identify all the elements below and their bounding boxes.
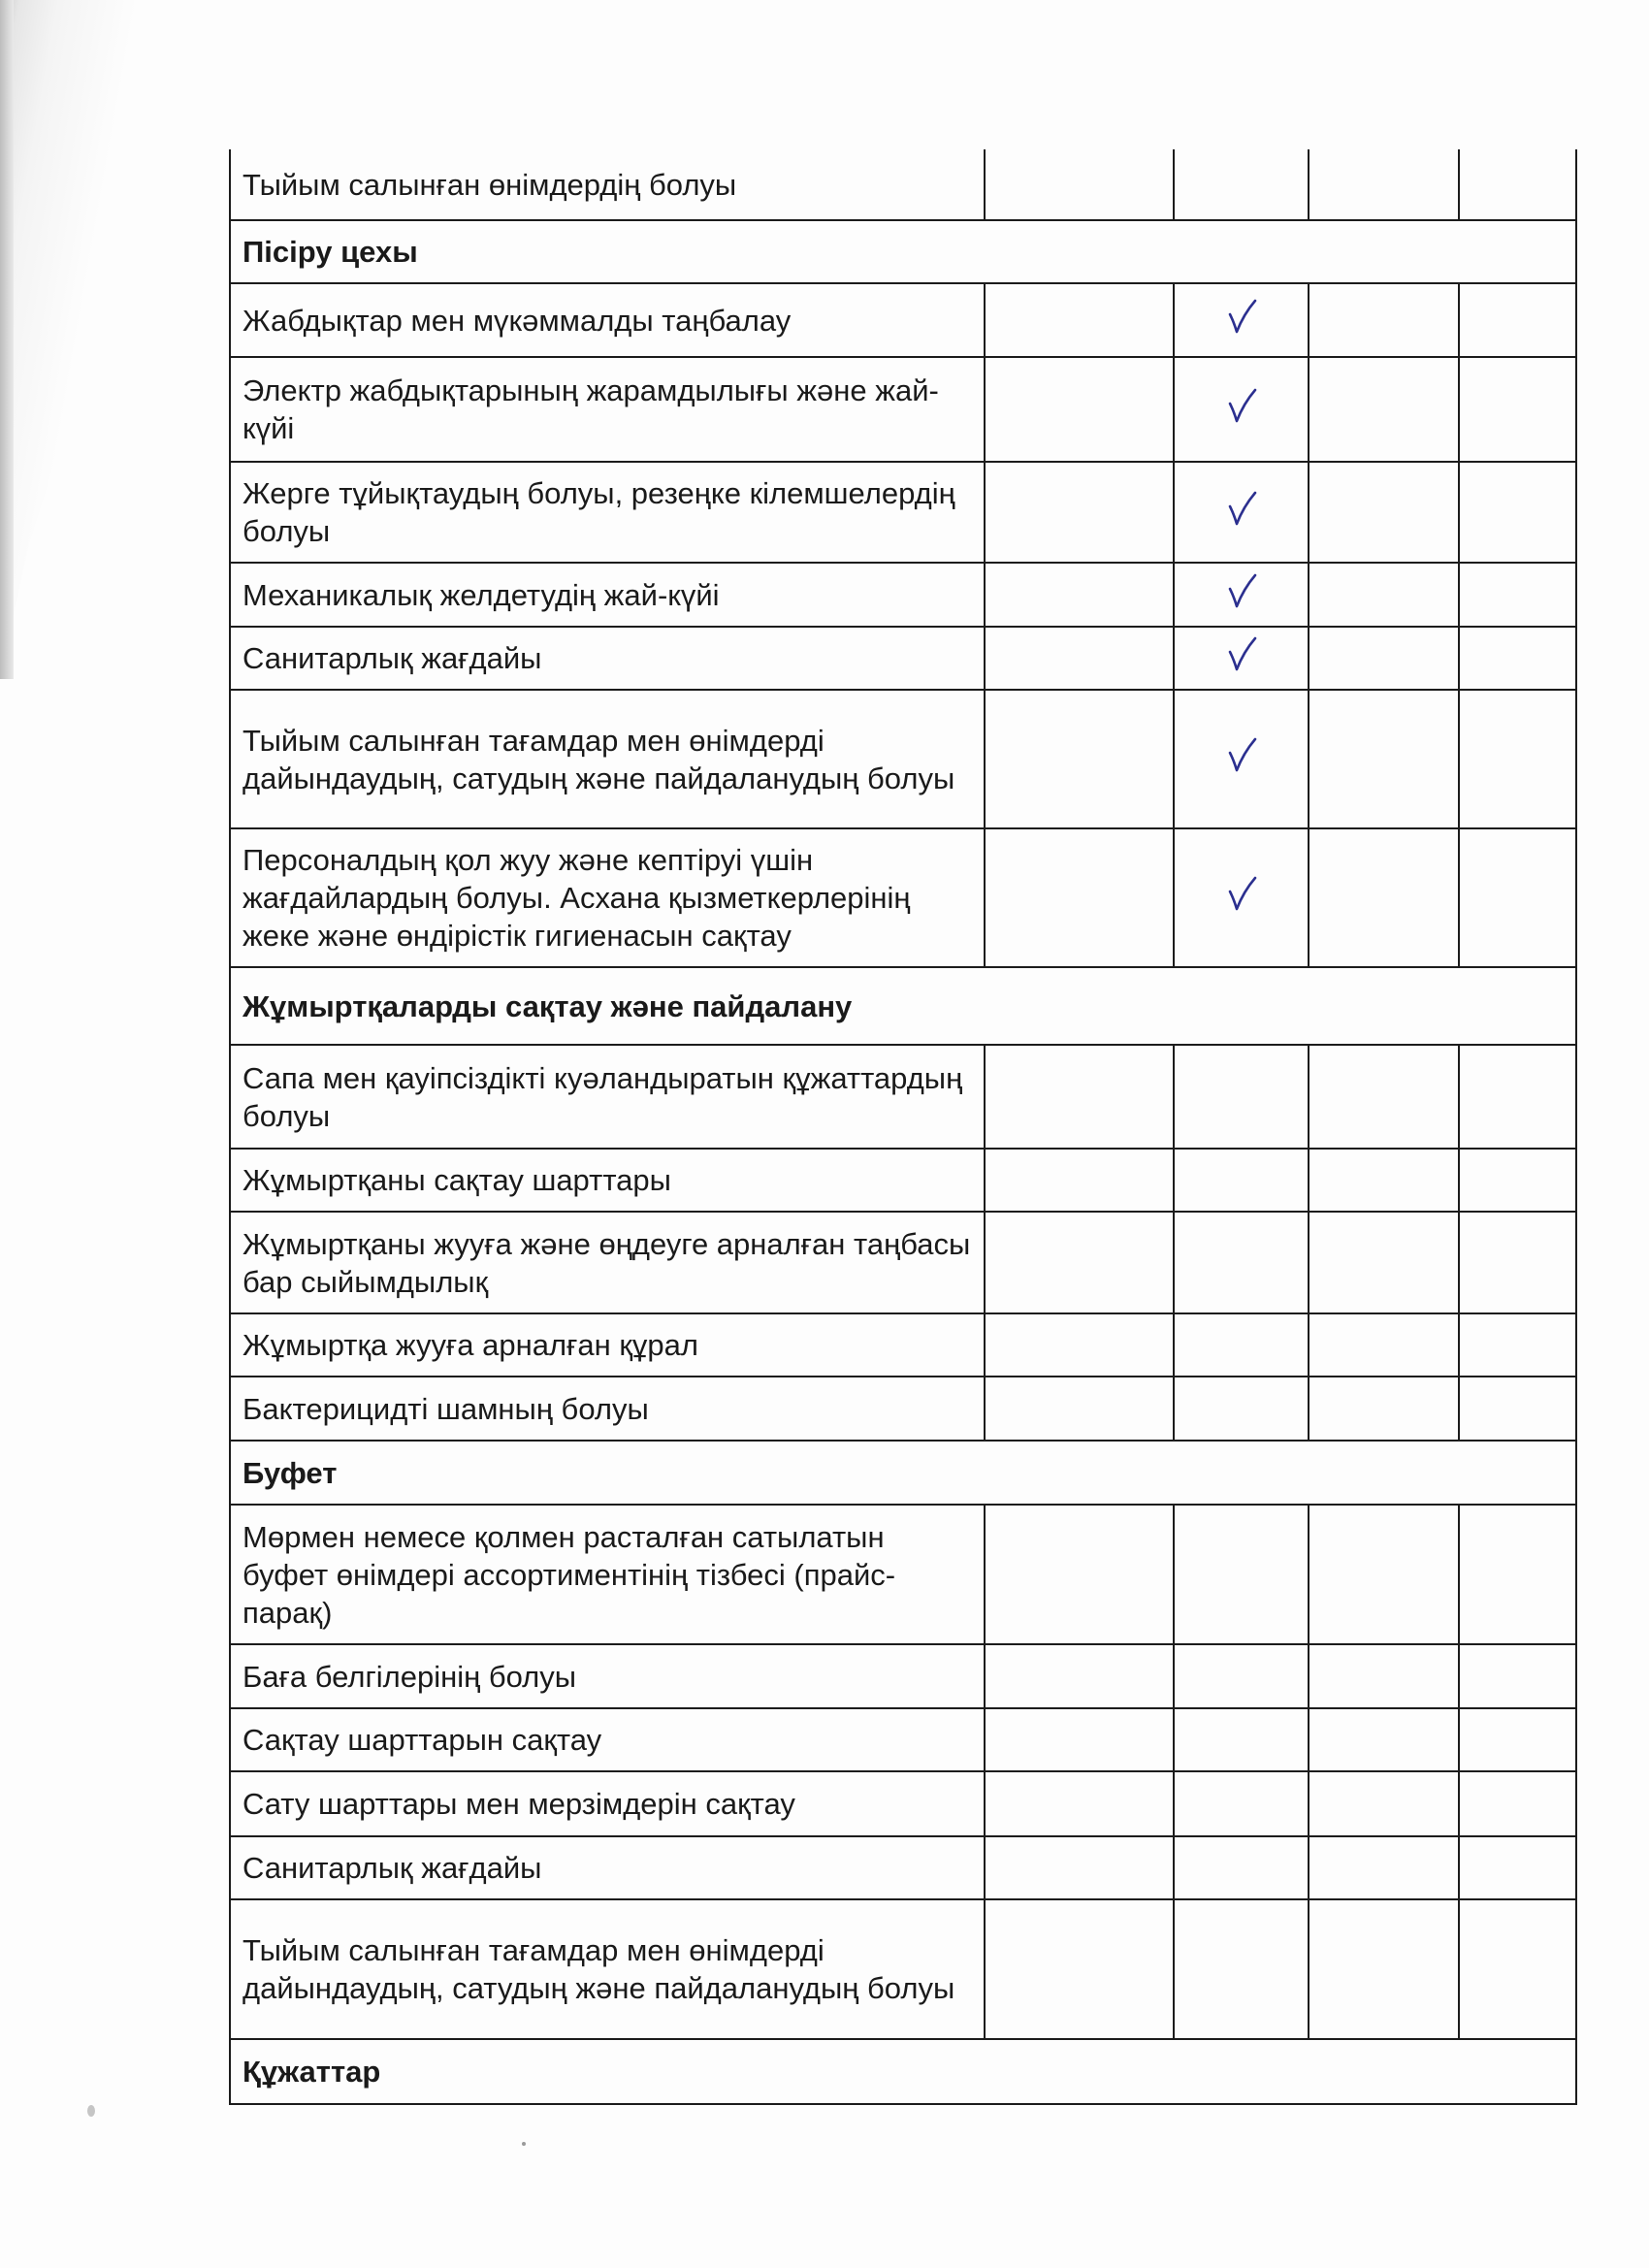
mark-cell-2[interactable] [1174, 462, 1309, 563]
item-label: Жабдықтар мен мүкәммалды таңбалау [230, 283, 985, 357]
mark-cell-2[interactable] [1174, 1212, 1309, 1313]
mark-cell-1[interactable] [985, 1377, 1174, 1441]
mark-cell-1[interactable] [985, 283, 1174, 357]
mark-cell-3[interactable] [1309, 1899, 1459, 2039]
mark-cell-2[interactable] [1174, 149, 1309, 220]
checklist-row [230, 1377, 1576, 1441]
section-title: Құжаттар [230, 2039, 1576, 2104]
scan-speck [87, 2105, 95, 2117]
scan-edge [0, 0, 14, 679]
mark-cell-2[interactable] [1174, 563, 1309, 627]
item-label: Бактерицидті шамның болуы [230, 1377, 985, 1441]
mark-cell-1[interactable] [985, 1505, 1174, 1644]
mark-cell-3[interactable] [1309, 1313, 1459, 1377]
section-title: Буфет [230, 1441, 1576, 1505]
checklist-row [230, 1836, 1576, 1899]
mark-cell-3[interactable] [1309, 1045, 1459, 1149]
mark-cell-1[interactable] [985, 149, 1174, 220]
mark-cell-4[interactable] [1459, 1836, 1576, 1899]
mark-cell-3[interactable] [1309, 462, 1459, 563]
mark-cell-3[interactable] [1309, 1644, 1459, 1708]
mark-cell-4[interactable] [1459, 828, 1576, 967]
mark-cell-4[interactable] [1459, 1045, 1576, 1149]
section-header-row [230, 220, 1576, 283]
item-label: Жұмыртқаны жууға және өңдеуге арналған таңбасы бар сыйымдылық [230, 1212, 985, 1313]
mark-cell-2[interactable] [1174, 1149, 1309, 1212]
mark-cell-1[interactable] [985, 1708, 1174, 1771]
mark-cell-1[interactable] [985, 1045, 1174, 1149]
checkmark-icon [1222, 733, 1261, 776]
mark-cell-2[interactable] [1174, 1836, 1309, 1899]
mark-cell-2[interactable] [1174, 1771, 1309, 1836]
mark-cell-1[interactable] [985, 690, 1174, 828]
item-label: Электр жабдықтарының жарамдылығы және жай-күйі [230, 357, 985, 462]
mark-cell-2[interactable] [1174, 283, 1309, 357]
checklist-row [230, 357, 1576, 462]
mark-cell-3[interactable] [1309, 283, 1459, 357]
checklist-row [230, 1149, 1576, 1212]
item-label: Тыйым салынған өнімдердің болуы [230, 149, 985, 220]
mark-cell-4[interactable] [1459, 1377, 1576, 1441]
scan-shadow [0, 0, 233, 2268]
item-label: Сапа мен қауіпсіздікті куәландыратын құжаттардың болуы [230, 1045, 985, 1149]
mark-cell-3[interactable] [1309, 1708, 1459, 1771]
checkmark-icon [1222, 872, 1261, 915]
item-label: Сату шарттары мен мерзімдерін сақтау [230, 1771, 985, 1836]
checklist-row [230, 1313, 1576, 1377]
mark-cell-2[interactable] [1174, 828, 1309, 967]
mark-cell-2[interactable] [1174, 1899, 1309, 2039]
item-label: Жерге тұйықтаудың болуы, резеңке кілемшелердің болуы [230, 462, 985, 563]
item-label: Санитарлық жағдайы [230, 1836, 985, 1899]
section-title: Жұмыртқаларды сақтау және пайдалану [230, 967, 1576, 1045]
section-header-row [230, 1441, 1576, 1505]
section-header-row [230, 967, 1576, 1045]
mark-cell-4[interactable] [1459, 1899, 1576, 2039]
item-label: Баға белгілерінің болуы [230, 1644, 985, 1708]
mark-cell-3[interactable] [1309, 1149, 1459, 1212]
mark-cell-1[interactable] [985, 357, 1174, 462]
mark-cell-2[interactable] [1174, 690, 1309, 828]
scan-speck [522, 2142, 526, 2146]
checklist-row [230, 563, 1576, 627]
item-label: Жұмыртқаны сақтау шарттары [230, 1149, 985, 1212]
mark-cell-3[interactable] [1309, 1836, 1459, 1899]
checkmark-icon [1222, 632, 1261, 675]
mark-cell-2[interactable] [1174, 1313, 1309, 1377]
mark-cell-3[interactable] [1309, 149, 1459, 220]
checklist-row [230, 1771, 1576, 1836]
mark-cell-2[interactable] [1174, 357, 1309, 462]
mark-cell-2[interactable] [1174, 1505, 1309, 1644]
mark-cell-1[interactable] [985, 1836, 1174, 1899]
checklist-row [230, 1212, 1576, 1313]
checkmark-icon [1222, 295, 1261, 338]
item-label: Тыйым салынған тағамдар мен өнімдерді дайындаудың, сатудың және пайдаланудың болуы [230, 1899, 985, 2039]
mark-cell-2[interactable] [1174, 1045, 1309, 1149]
mark-cell-2[interactable] [1174, 1644, 1309, 1708]
checklist-row [230, 627, 1576, 690]
checklist-row [230, 1045, 1576, 1149]
mark-cell-3[interactable] [1309, 1771, 1459, 1836]
mark-cell-4[interactable] [1459, 462, 1576, 563]
mark-cell-1[interactable] [985, 1771, 1174, 1836]
mark-cell-3[interactable] [1309, 828, 1459, 967]
mark-cell-1[interactable] [985, 1644, 1174, 1708]
mark-cell-4[interactable] [1459, 690, 1576, 828]
checkmark-icon [1222, 487, 1261, 530]
mark-cell-4[interactable] [1459, 627, 1576, 690]
mark-cell-1[interactable] [985, 1899, 1174, 2039]
mark-cell-4[interactable] [1459, 283, 1576, 357]
checklist-row [230, 690, 1576, 828]
item-label: Мөрмен немесе қолмен расталған сатылатын буфет өнімдері ассортиментінің тізбесі (прайс-парақ) [230, 1505, 985, 1644]
checklist-row [230, 1708, 1576, 1771]
mark-cell-1[interactable] [985, 1212, 1174, 1313]
inspection-checklist-table [229, 149, 1577, 2105]
mark-cell-4[interactable] [1459, 563, 1576, 627]
mark-cell-1[interactable] [985, 828, 1174, 967]
mark-cell-4[interactable] [1459, 149, 1576, 220]
checklist-row [230, 1644, 1576, 1708]
mark-cell-4[interactable] [1459, 1149, 1576, 1212]
mark-cell-2[interactable] [1174, 1377, 1309, 1441]
mark-cell-4[interactable] [1459, 1771, 1576, 1836]
mark-cell-3[interactable] [1309, 357, 1459, 462]
item-label: Жұмыртқа жууға арналған құрал [230, 1313, 985, 1377]
mark-cell-4[interactable] [1459, 1313, 1576, 1377]
mark-cell-4[interactable] [1459, 1212, 1576, 1313]
checkmark-icon [1222, 384, 1261, 427]
mark-cell-1[interactable] [985, 563, 1174, 627]
mark-cell-1[interactable] [985, 1149, 1174, 1212]
mark-cell-3[interactable] [1309, 1377, 1459, 1441]
item-label: Сақтау шарттарын сақтау [230, 1708, 985, 1771]
checklist-row [230, 149, 1576, 220]
mark-cell-3[interactable] [1309, 690, 1459, 828]
mark-cell-4[interactable] [1459, 1708, 1576, 1771]
checklist-row [230, 283, 1576, 357]
item-label: Персоналдың қол жуу және кептіруі үшін жағдайлардың болуы. Асхана қызметкерлерінің жеке және өндірістік гигиенасын сақтау [230, 828, 985, 967]
mark-cell-3[interactable] [1309, 1212, 1459, 1313]
mark-cell-4[interactable] [1459, 1644, 1576, 1708]
item-label: Тыйым салынған тағамдар мен өнімдерді дайындаудың, сатудың және пайдаланудың болуы [230, 690, 985, 828]
checklist-row [230, 828, 1576, 967]
section-header-row [230, 2039, 1576, 2104]
item-label: Механикалық желдетудің жай-күйі [230, 563, 985, 627]
mark-cell-3[interactable] [1309, 627, 1459, 690]
checklist-row [230, 1505, 1576, 1644]
checklist-row [230, 462, 1576, 563]
mark-cell-2[interactable] [1174, 1708, 1309, 1771]
mark-cell-2[interactable] [1174, 627, 1309, 690]
mark-cell-1[interactable] [985, 1313, 1174, 1377]
mark-cell-4[interactable] [1459, 1505, 1576, 1644]
checklist-row [230, 1899, 1576, 2039]
mark-cell-1[interactable] [985, 462, 1174, 563]
mark-cell-1[interactable] [985, 627, 1174, 690]
item-label: Санитарлық жағдайы [230, 627, 985, 690]
mark-cell-3[interactable] [1309, 1505, 1459, 1644]
mark-cell-3[interactable] [1309, 563, 1459, 627]
checkmark-icon [1222, 569, 1261, 612]
mark-cell-4[interactable] [1459, 357, 1576, 462]
section-title: Пісіру цехы [230, 220, 1576, 283]
